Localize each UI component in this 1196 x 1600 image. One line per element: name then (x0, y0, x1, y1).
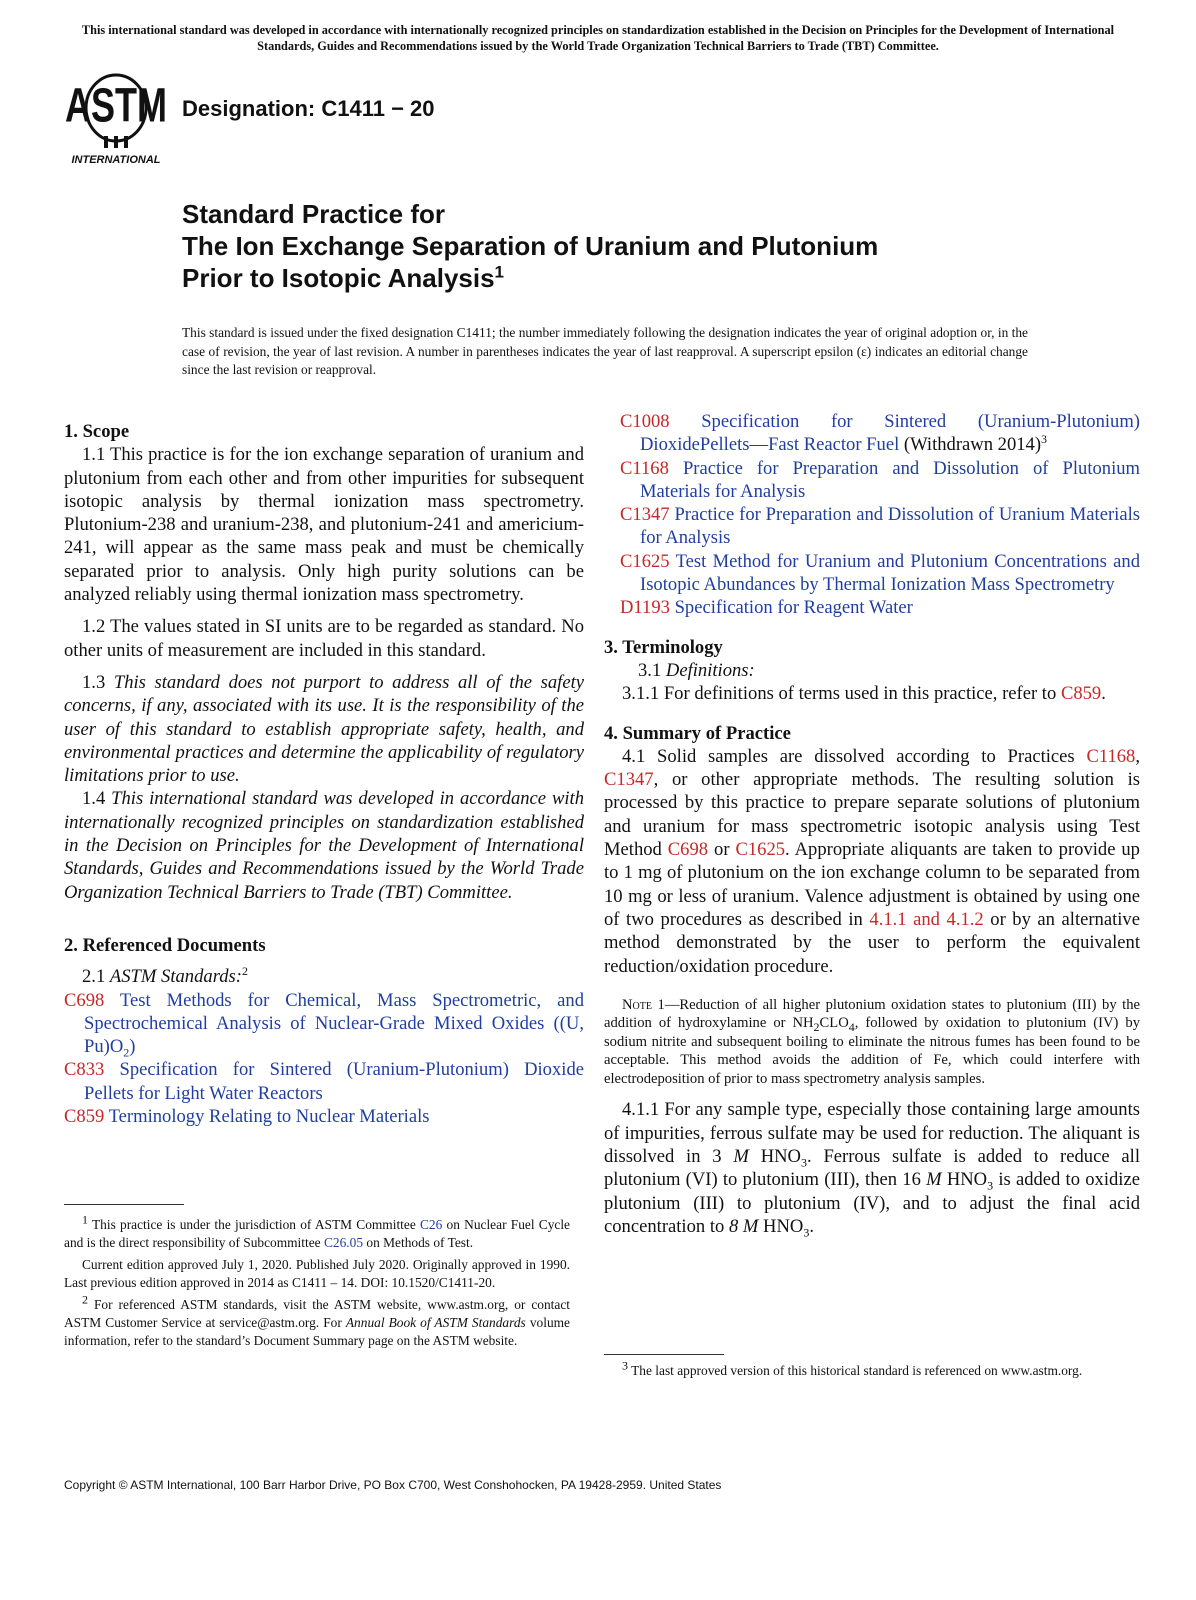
wto-notice: This international standard was developed in accordance with internationally recognized principles on standardization established in the Decision on Principles for the Development of International Standards, Guides and Recommendations issued by the World Trade Organization Technical Barriers to Trade (TBT) Committee. (81, 23, 1115, 53)
title-line-3: Prior to Isotopic Analysis (182, 263, 495, 293)
ref-d1193[interactable] (620, 596, 1140, 619)
para-number: 1.3 (82, 671, 106, 693)
ref-c1008[interactable]: C1008 Specification for Sintered (Uranium-Plutonium) DioxidePellets—Fast Reactor Fuel (Withdrawn 2014)$^3$ (620, 411, 1140, 456)
ref-c1168[interactable] (620, 457, 1140, 504)
copyright: Copyright © ASTM International, 100 Barr Harbor Drive, PO Box C700, West Conshohocken, PA 19428-2959. United States (64, 1478, 722, 1492)
footnote-2: $^2$ For referenced ASTM standards, visit the ASTM website, www.astm.org, or contact ASTM Customer Service at service@astm.org. For Annual Book of ASTM Standards volume information, refer to the standard’s Document Summary page on the ASTM website. (64, 1292, 570, 1348)
right-footnotes (604, 1358, 1110, 1380)
ref-c859[interactable] (64, 1105, 584, 1128)
ref-code[interactable]: C1008 (620, 411, 670, 432)
footnote-rule (64, 1204, 184, 1205)
para-text: This international standard was developed in accordance with internationally recognized principles on standardization established in the Decision on Principles for the Development of International Standards, Guides and Recommendations issued by the World Trade Organization Technical Barriers to Trade (TBT) Committee. (64, 788, 584, 903)
ref-c698[interactable] (64, 989, 584, 1059)
ref-title[interactable]: Test Method for Uranium and Plutonium Concentrations and Isotopic Abundances by Thermal Ionization Mass Spectrometry (640, 550, 1141, 596)
para-1-4 (64, 787, 584, 903)
right-column (604, 410, 1141, 1240)
para-number: 1.4 (82, 788, 106, 810)
ref-title[interactable]: Test Methods for Chemical, Mass Spectrometric, and Spectrochemical Analysis of Nuclear-Grade Mixed Oxides ((U, $Pu)O_2$) (84, 989, 584, 1060)
designation: Designation: C1411 − 20 (182, 96, 435, 121)
para-1-1: 1.1 This practice is for the ion exchange separation of uranium and plutonium from each other and from other impurities for subsequent isotopic analysis by thermal ionization mass spectrometry. Plutonium-238 and uranium-238, and plutonium-241 and americium-241, will appear as the same mass peak and must be chemically separated prior to analysis. Only high purity solutions can be analyzed reliably using thermal ionization mass spectrometry. (64, 444, 584, 606)
ref-title[interactable]: Terminology Relating to Nuclear Materials (108, 1106, 430, 1128)
para-1-2: 1.2 The values stated in SI units are to be regarded as standard. No other units of measurement are included in this standard. (64, 616, 584, 661)
link-c1625[interactable]: C1625 (735, 839, 786, 861)
ref-code[interactable]: C859 (64, 1106, 105, 1128)
para-2-1 (64, 965, 584, 988)
ref-c833[interactable] (64, 1058, 584, 1105)
ref-title[interactable]: Specification for Sintered (Uranium-Plutonium) Dioxide Pellets for Light Water Reactors (84, 1059, 584, 1104)
link-c1168[interactable]: C1168 (1086, 745, 1136, 767)
title-line-1: Standard Practice for (182, 199, 445, 229)
footnote-3: $^3$ The last approved version of this historical standard is referenced on www.astm.org. (622, 1358, 1083, 1378)
para-number: 2.1 (82, 966, 106, 988)
left-column (64, 420, 584, 1128)
logo-subtext: INTERNATIONAL (71, 154, 161, 166)
issued-note: This standard is issued under the fixed designation C1411; the number immediately following the designation indicates the year of original adoption or, in the case of revision, the year of last revision. A number in parentheses indicates the year of last reapproval. A superscript epsilon (ε) indicates an editorial change since the last revision or reapproval. (182, 325, 1028, 377)
ref-c1625[interactable] (620, 550, 1140, 597)
footnote-mark: 2 (241, 964, 248, 979)
title-footnote-mark: 1 (494, 262, 505, 282)
link-c1347[interactable]: C1347 (604, 769, 654, 791)
terminology-heading: 3. Terminology (604, 636, 723, 658)
ref-code[interactable]: C1625 (620, 550, 670, 572)
footnote-rule-right (604, 1354, 724, 1355)
ref-code[interactable]: C1347 (620, 504, 670, 526)
ref-code[interactable]: C1168 (620, 457, 669, 479)
link-c698[interactable]: C698 (667, 839, 709, 861)
para-4-1: 4.1 Solid samples are dissolved according to Practices C1168, C1347, or other appropriate methods. The resulting solution is processed by this practice to prepare separate solutions of plutonium and uranium for mass spectrometric isotopic analysis using Test Method C698 or C1625. Appropriate aliquants are taken to provide up to 1 mg of plutonium on the ion exchange column to be separated from 10 mg or less of uranium. Valence adjustment is obtained by using one of two procedures as described in 4.1.1 and 4.1.2 or by an alternative method demonstrated by the user to perform the equivalent reduction/oxidation procedure. (604, 745, 1140, 977)
para-3-1-1: 3.1.1 For definitions of terms used in this practice, refer to C859. (622, 683, 1106, 705)
link-c859[interactable]: C859 (1060, 683, 1102, 705)
logo-text: ASTM (65, 78, 167, 133)
title-line-2: The Ion Exchange Separation of Uranium and Plutonium (182, 231, 879, 261)
link-c26[interactable]: C26 (420, 1217, 443, 1232)
ref-code[interactable]: C833 (64, 1059, 105, 1081)
ref-title[interactable]: Practice for Preparation and Dissolution of Uranium Materials for Analysis (640, 504, 1140, 549)
document-title (182, 198, 1082, 294)
scope-heading: 1. Scope (64, 421, 130, 442)
para-text: ASTM Standards: (109, 966, 242, 988)
footnote-1: $^1$ This practice is under the jurisdiction of ASTM Committee C26 on Nuclear Fuel Cycle and is the direct responsibility of Subcommittee C26.05 on Methods of Test. (64, 1212, 570, 1250)
para-3-1: 3.1 Definitions: (638, 659, 755, 681)
refdocs-heading: 2. Referenced Documents (64, 934, 266, 956)
ref-code[interactable]: C698 (64, 989, 105, 1011)
astm-logo (64, 70, 168, 166)
link-c26-05[interactable]: C26.05 (323, 1235, 364, 1250)
para-text: This standard does not purport to address all of the safety concerns, if any, associated with its use. It is the responsibility of the user of this standard to establish appropriate safety, health, and environmental practices and determine the applicability of regulatory limitations prior to use. (64, 671, 584, 787)
left-footnotes (64, 1212, 570, 1350)
link-4-1-1-and-4-1-2[interactable]: 4.1.1 and 4.1.2 (869, 908, 984, 930)
ref-title[interactable]: Practice for Preparation and Dissolution of Plutonium Materials for Analysis (640, 457, 1140, 502)
para-4-1-1: 4.1.1 For any sample type, especially those containing large amounts of impurities, ferrous sulfate may be used for reduction. The aliquant is dissolved in 3 M $HNO_3$. Ferrous sulfate is added to reduce all plutonium (VI) to plutonium (III), then 16 M $HNO_3$ is added to oxidize plutonium (III) to plutonium (IV), and to adjust the final acid concentration to 8 M $HNO_3$. (604, 1099, 1140, 1240)
ref-title[interactable]: Specification for Sintered (Uranium-Plutonium) DioxidePellets—Fast Reactor Fuel (640, 411, 1140, 456)
ref-c1347[interactable] (620, 503, 1140, 550)
ref-code[interactable]: D1193 (620, 597, 670, 619)
summary-heading: 4. Summary of Practice (604, 722, 791, 744)
ref-title[interactable]: Specification for Reagent Water (674, 597, 913, 619)
footnote-edition: Current edition approved July 1, 2020. Published July 2020. Originally approved in 1990. Last previous edition approved in 2014 as C1411 – 14. DOI: 10.1520/C1411-20. (64, 1257, 570, 1290)
note-1: Note 1—Reduction of all higher plutonium oxidation states to plutonium (III) by the addition of hydroxylamine or $NH_2CLO_4$, followed by oxidation to plutonium (IV) by sodium nitrite and subsequent boiling to eliminate the nitrous fumes has been found to be acceptable. This method avoids the addition of Fe, which could interfere with electrodeposition of prior to mass spectrometry analysis samples. (604, 996, 1140, 1087)
para-1-3 (64, 671, 584, 787)
